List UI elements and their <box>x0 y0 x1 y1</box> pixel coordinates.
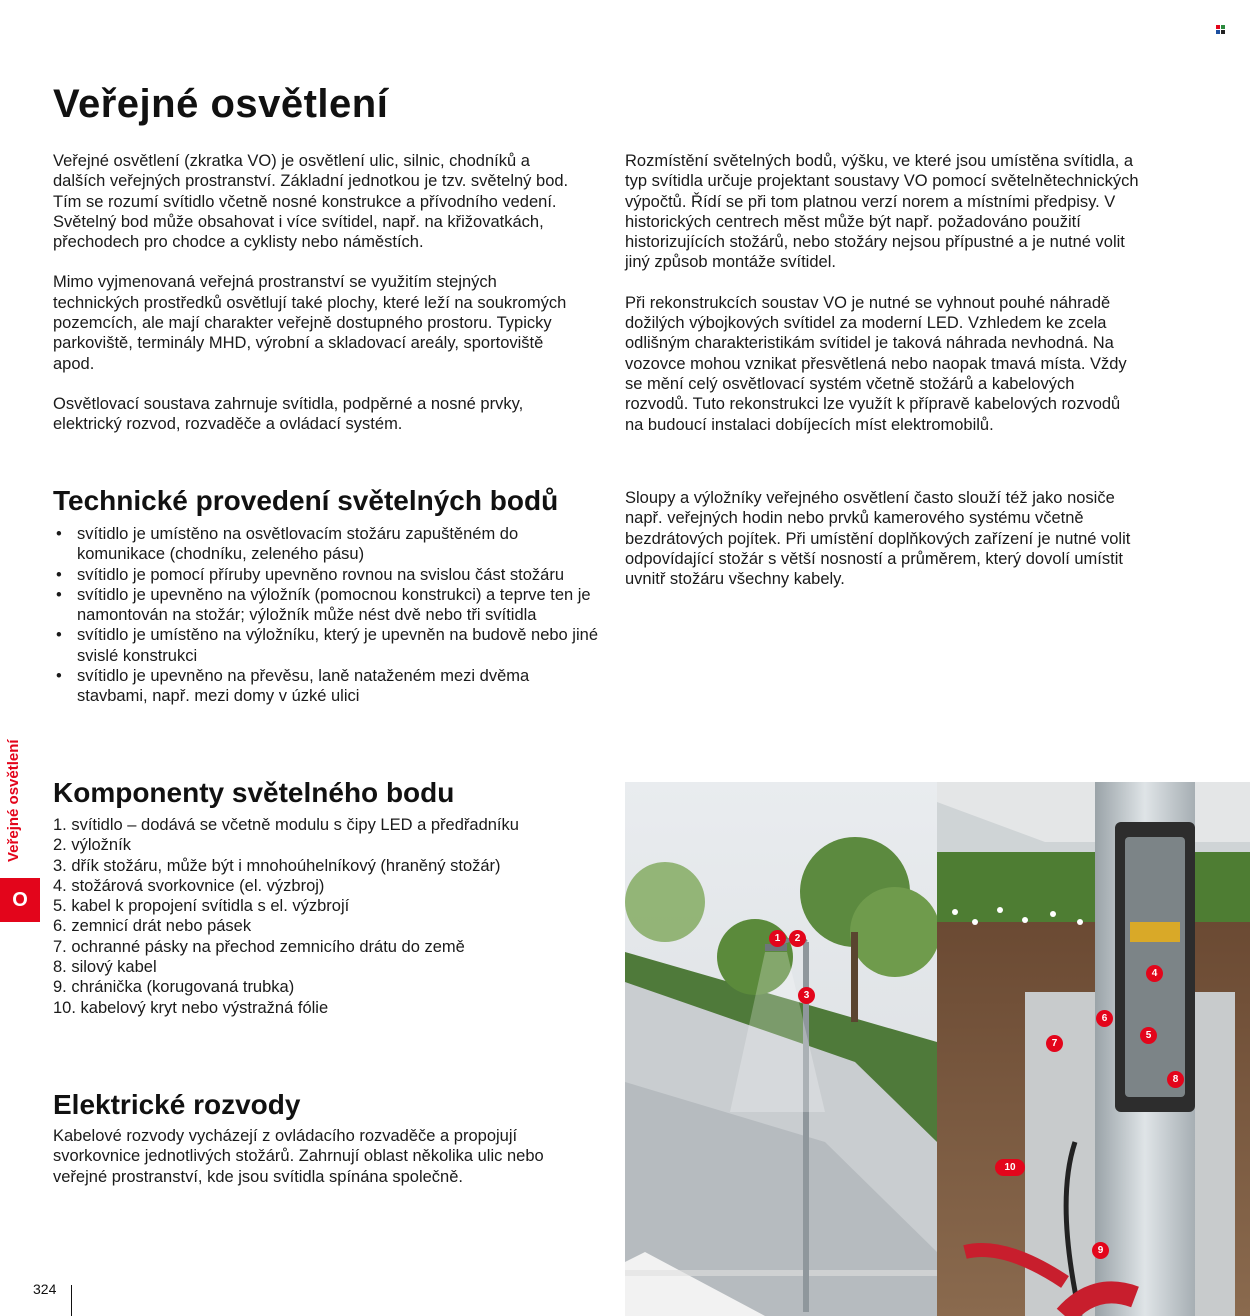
component-item: 2. výložník <box>53 836 131 855</box>
figure-marker: 2 <box>789 930 806 947</box>
light-point-illustration <box>625 782 1250 1316</box>
figure-marker: 9 <box>1092 1242 1109 1259</box>
figure-marker: 8 <box>1167 1071 1184 1088</box>
component-item: 10. kabelový kryt nebo výstražná fólie <box>53 998 329 1017</box>
intro-right-column <box>625 151 1140 455</box>
intro-paragraph: Při rekonstrukcích soustav VO je nutné se vyhnout pouhé náhradě dožilých výbojkových svítidel za moderní LED. Vzhledem ke zcela odlišným charakteristikám svítidel je taková náhrada nevhodná. Na vozovce mohou vznikat přesvětlená nebo naopak tmavá místa. Vždy se mění celý osvětlovací systém včetně stožárů a kabelových rozvodů. Tuto rekonstrukci lze využít k přípravě kabelových rozvodů na budoucí instalaci dobíjecích míst elektromobilů. <box>625 293 1127 434</box>
components-heading: Komponenty světelného bodu <box>53 777 455 808</box>
component-item: 1. svítidlo – dodává se včetně modulu s čipy LED a předřadníku <box>53 816 519 834</box>
figure-marker: 7 <box>1046 1035 1063 1052</box>
component-item: 6. zemnicí drát nebo pásek <box>53 917 252 936</box>
intro-paragraph: Mimo vyjmenovaná veřejná prostranství se využitím stejných technických prostředků osvětlují také plochy, které leží na soukromých pozemcích, ale mají charakter veřejně dostupného prostoru. Typicky parkoviště, terminály MHD, výrobní a skladovací areály, sportoviště apod. <box>53 273 567 373</box>
intro-paragraph: Osvětlovací soustava zahrnuje svítidla, podpěrné a nosné prvky, elektrický rozvod, rozvaděče a ovládací systém. <box>53 394 524 434</box>
intro-paragraph: Rozmístění světelných bodů, výšku, ve které jsou umístěna svítidla, a typ svítidla určuje projektant soustavy VO pomocí světelnětechnických výpočtů. Řídí se při tom platnou verzí norem a místními předpisy. V historických centrech měst může být např. požadováno použití historizujících stožárů, nebo stožáry nejsou přípustné a je nutné volit jiný způsob montáže svítidel. <box>625 152 1139 272</box>
component-item: 9. chránička (korugovaná trubka) <box>53 978 295 997</box>
illustration-drawing <box>625 782 1250 1316</box>
bullet-item: • svítidlo je upevněno na převěsu, laně nataženém mezi dvěma stavbami, např. mezi domy v úzké ulici <box>53 666 598 707</box>
sidebar-section-label: Veřejné osvětlení <box>5 739 22 862</box>
page-number-divider <box>71 1285 72 1316</box>
components-list <box>53 815 613 1018</box>
figure-marker: 10 <box>995 1159 1025 1176</box>
bullet-item: • svítidlo je umístěno na osvětlovacím stožáru zapuštěném do komunikace (chodníku, zeleného pásu) <box>53 524 598 565</box>
figure-marker: 5 <box>1140 1027 1157 1044</box>
intro-paragraph: Veřejné osvětlení (zkratka VO) je osvětlení ulic, silnic, chodníků a dalších veřejných prostranství. Základní jednotkou je tzv. světelný bod. Tím se rozumí svítidlo včetně nosné konstrukce a přívodního vedení. Světelný bod může obsahovat i více svítidel, např. na křižovatkách, přechodech pro chodce a cyklisty nebo náměstích. <box>53 152 569 252</box>
figure-marker: 3 <box>798 987 815 1004</box>
bullet-item: • svítidlo je umístěno na výložníku, který je upevněn na budově nebo jiné svislé konstrukci <box>53 625 598 666</box>
electrical-text: Kabelové rozvody vycházejí z ovládacího rozvaděče a propojují svorkovnice jednotlivých stožárů. Zahrnují oblast několika ulic nebo veřejné prostranství, kde jsou svítidla spínána společně. <box>53 1127 544 1186</box>
figure-marker: 4 <box>1146 965 1163 982</box>
component-item: 7. ochranné pásky na přechod zemnicího drátu do země <box>53 937 465 956</box>
component-item: 3. dřík stožáru, může být i mnohoúhelníkový (hraněný stožár) <box>53 856 501 875</box>
bullet-item: • svítidlo je upevněno na výložník (pomocnou konstrukci) a teprve ten je namontován na stožár; výložník může nést dvě nebo tři svítidla <box>53 585 598 626</box>
page-number: 324 <box>33 1281 57 1297</box>
technical-right-text: Sloupy a výložníky veřejného osvětlení často slouží též jako nosiče např. veřejných hodin nebo prvků kamerového systému včetně bezdrátových pojítek. Při umístění doplňkových zařízení je nutné volit odpovídající stožár s větší nosností a průměrem, který dovolí umístit uvnitř stožáru všechny kabely. <box>625 489 1131 589</box>
sidebar-section-tab: O <box>0 878 40 922</box>
figure-marker: 6 <box>1096 1010 1113 1027</box>
bullet-item: • svítidlo je pomocí příruby upevněno rovnou na svislou část stožáru <box>53 565 598 585</box>
technical-bullets <box>53 524 598 707</box>
electrical-heading: Elektrické rozvody <box>53 1089 301 1120</box>
component-item: 5. kabel k propojení svítidla s el. výzbrojí <box>53 897 350 916</box>
component-item: 8. silový kabel <box>53 958 157 977</box>
intro-left-column <box>53 151 573 455</box>
publisher-logo-icon <box>1216 25 1226 35</box>
figure-marker: 1 <box>769 930 786 947</box>
technical-heading: Technické provedení světelných bodů <box>53 485 559 516</box>
page-title: Veřejné osvětlení <box>53 82 389 126</box>
component-item: 4. stožárová svorkovnice (el. výzbroj) <box>53 876 325 895</box>
